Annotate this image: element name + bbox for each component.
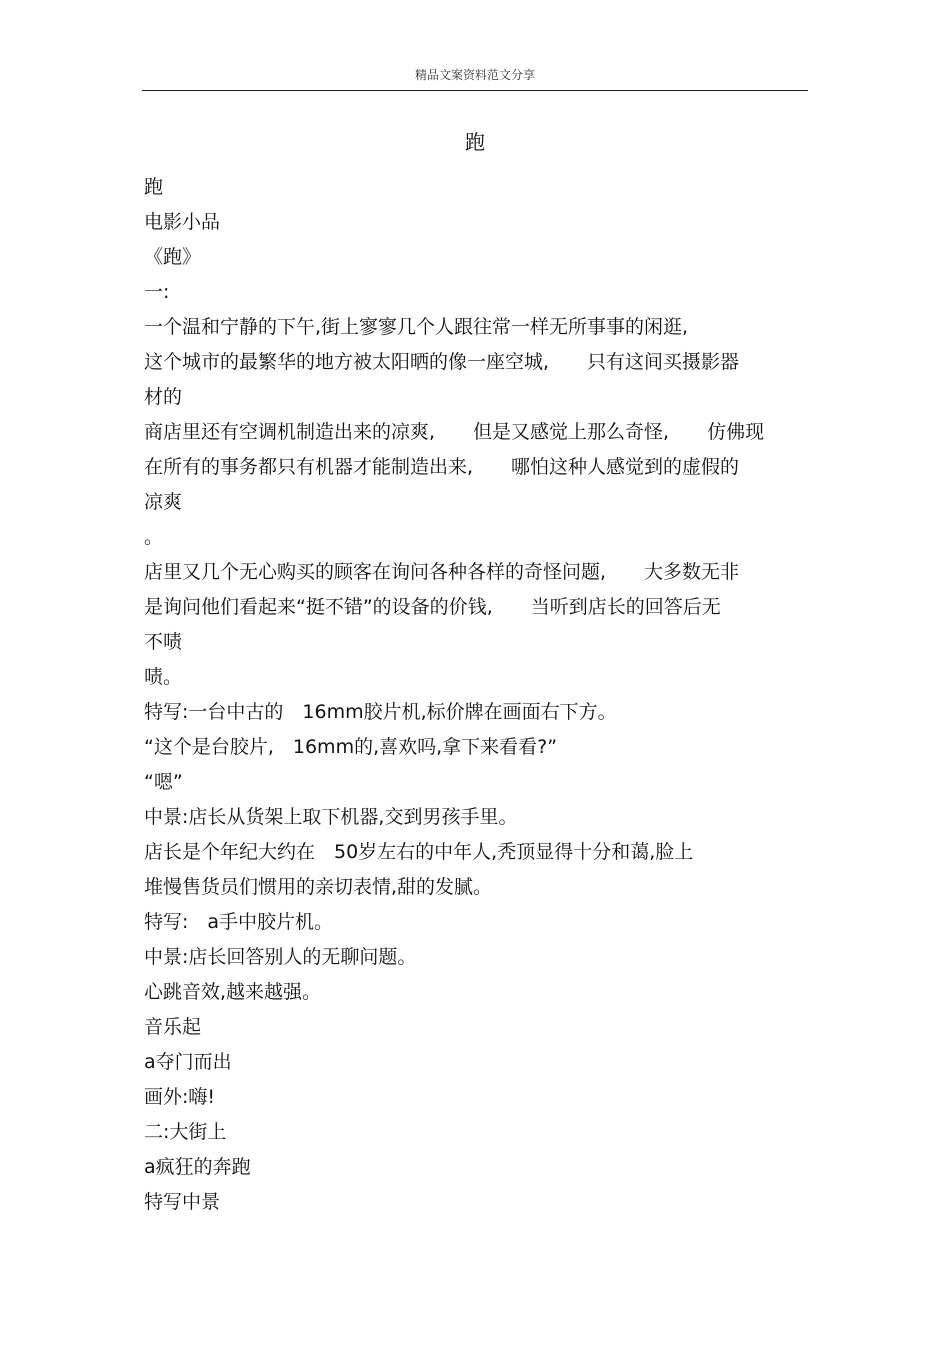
body-line: 心跳音效,越来越强。 <box>144 981 322 1003</box>
body-line: a夺门而出 <box>144 1051 232 1073</box>
page-header: 精品文案资料范文分享 <box>414 68 535 82</box>
document-title: 跑 <box>465 130 485 154</box>
body-line: a疯狂的奔跑 <box>144 1156 251 1178</box>
body-line: 音乐起 <box>144 1016 202 1038</box>
body-line: 不啧 <box>144 631 183 653</box>
body-line: 二:大街上 <box>144 1121 227 1143</box>
body-line: 特写: a手中胶片机。 <box>144 911 334 933</box>
body-line: 这个城市的最繁华的地方被太阳晒的像一座空城, 只有这间买摄影器 <box>144 351 740 373</box>
body-line: 跑 <box>144 176 164 198</box>
document-body <box>144 170 808 1220</box>
body-line: 商店里还有空调机制造出来的凉爽, 但是又感觉上那么奇怪, 仿佛现 <box>144 421 765 443</box>
body-line: 啧。 <box>144 666 183 688</box>
body-line: 一: <box>144 281 170 303</box>
body-line: 画外:嗨! <box>144 1086 216 1108</box>
body-line: 店里又几个无心购买的顾客在询问各种各样的奇怪问题, 大多数无非 <box>144 561 740 583</box>
header-divider <box>142 90 808 91</box>
body-line: 中景:店长从货架上取下机器,交到男孩手里。 <box>144 806 518 828</box>
body-line: 中景:店长回答别人的无聊问题。 <box>144 946 417 968</box>
body-line: 。 <box>144 526 164 548</box>
body-line: 堆慢售货员们惯用的亲切表情,甜的发腻。 <box>144 876 493 898</box>
body-line: 《跑》 <box>144 246 202 268</box>
body-line: 店长是个年纪大约在 50岁左右的中年人,秃顶显得十分和蔼,脸上 <box>144 841 694 863</box>
body-line: 特写:一台中古的 16mm胶片机,标价牌在画面右下方。 <box>144 701 617 723</box>
body-line: 电影小品 <box>144 211 221 233</box>
body-line: 一个温和宁静的下午,街上寥寥几个人跟往常一样无所事事的闲逛, <box>144 316 689 338</box>
body-line: 在所有的事务都只有机器才能制造出来, 哪怕这种人感觉到的虚假的 <box>144 456 740 478</box>
body-line: “这个是台胶片, 16mm的,喜欢吗,拿下来看看?” <box>144 736 558 758</box>
body-line: “嗯” <box>144 771 183 793</box>
body-line: 特写中景 <box>144 1191 221 1213</box>
body-line: 材的 <box>144 386 183 408</box>
body-line: 是询问他们看起来“挺不错”的设备的价钱, 当听到店长的回答后无 <box>144 596 721 618</box>
body-line: 凉爽 <box>144 491 183 513</box>
